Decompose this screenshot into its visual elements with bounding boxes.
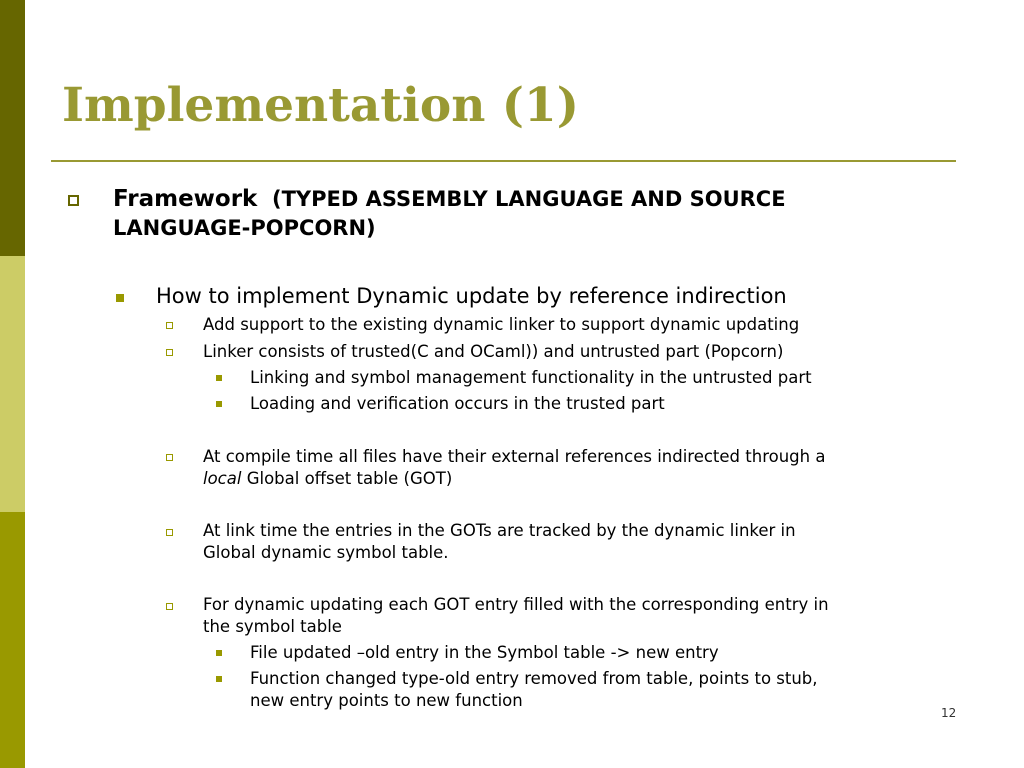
page-number: 12 [941, 706, 957, 720]
item-c-line1: At compile time all files have their external references indirected through a [203, 447, 826, 466]
item-b-sub2: Loading and verification occurs in the trusted part [250, 394, 665, 413]
small-square-bullet-icon [216, 676, 222, 682]
small-hollow-square-bullet-icon [166, 349, 173, 356]
item-b: Linker consists of trusted(C and OCaml)) and untrusted part (Popcorn) [203, 342, 784, 361]
small-hollow-square-bullet-icon [166, 322, 173, 329]
small-square-bullet-icon [216, 401, 222, 407]
item-d-line1: At link time the entries in the GOTs are tracked by the dynamic linker in [203, 521, 796, 540]
framework-detail-1: (TYPED ASSEMBLY LANGUAGE AND SOURCE [271, 187, 786, 211]
item-e-line1: For dynamic updating each GOT entry filled with the corresponding entry in [203, 595, 829, 614]
small-hollow-square-bullet-icon [166, 454, 173, 461]
item-c-line2 [203, 468, 452, 490]
item-d-line2: Global dynamic symbol table. [203, 543, 449, 562]
level2-text: How to implement Dynamic update by reference indirection [156, 284, 787, 308]
accent-bar-top [0, 0, 25, 256]
item-e-sub1: File updated –old entry in the Symbol table -> new entry [250, 643, 719, 662]
small-square-bullet-icon [216, 650, 222, 656]
framework-label: Framework [113, 186, 258, 212]
small-hollow-square-bullet-icon [166, 529, 173, 536]
item-e-sub2-line2: new entry points to new function [250, 691, 523, 710]
item-a: Add support to the existing dynamic linker to support dynamic updating [203, 315, 800, 334]
item-e-line2: the symbol table [203, 617, 342, 636]
title-underline [51, 160, 956, 162]
filled-square-bullet-icon [116, 294, 124, 302]
hollow-square-bullet-icon [68, 195, 79, 206]
item-c-local: local [203, 469, 242, 488]
small-hollow-square-bullet-icon [166, 603, 173, 610]
slide-title: Implementation (1) [62, 78, 579, 133]
framework-detail-2: LANGUAGE-POPCORN) [113, 216, 376, 240]
framework-line-1 [113, 186, 786, 213]
item-e-sub2-line1: Function changed type-old entry removed from table, points to stub, [250, 669, 818, 688]
accent-bar-middle [0, 256, 25, 512]
item-c-line2-rest: Global offset table (GOT) [241, 469, 453, 488]
small-square-bullet-icon [216, 375, 222, 381]
accent-bar-bottom [0, 512, 25, 768]
item-b-sub1: Linking and symbol management functionality in the untrusted part [250, 368, 812, 387]
